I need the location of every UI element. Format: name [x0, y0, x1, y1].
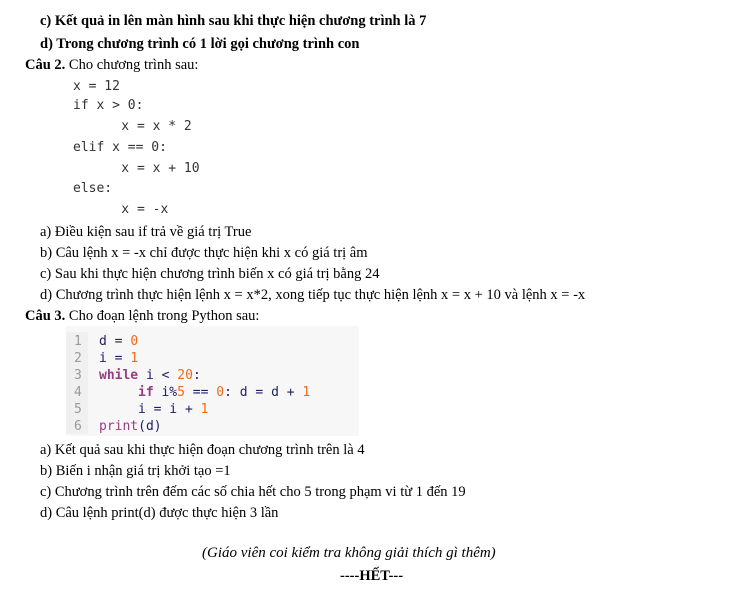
q2-option-d: d) Chương trình thực hiện lệnh x = x*2, xong tiếp tục thực hiện lệnh x = x + 10 và lệnh x = -x [40, 287, 586, 303]
q3-option-a: a) Kết quả sau khi thực hiện đoạn chương trình trên là 4 [40, 442, 365, 458]
line-number: 4 [74, 385, 82, 400]
q3-code-line-3: while i < 20: [99, 368, 201, 383]
q2-code-line-6: else: [73, 181, 113, 196]
q2-label: Câu 2. [25, 57, 66, 73]
q1-option-d: d) Trong chương trình có 1 lời gọi chương trình con [40, 36, 360, 52]
footer-note: (Giáo viên coi kiểm tra không giải thích gì thêm) [202, 545, 496, 561]
q2-heading [25, 56, 198, 74]
q2-code-line-2: if x > 0: [73, 98, 144, 113]
q2-title: Cho chương trình sau: [65, 57, 199, 73]
q3-code-block [66, 326, 359, 436]
q3-option-c: c) Chương trình trên đếm các số chia hết cho 5 trong phạm vi từ 1 đến 19 [40, 484, 466, 500]
line-number: 5 [74, 402, 82, 417]
q3-code-line-1: d = 0 [99, 334, 139, 349]
q2-code-line-7: x = -x [90, 202, 169, 217]
q2-code-line-1: x = 12 [73, 79, 120, 94]
line-number: 6 [74, 419, 82, 434]
q2-option-a: a) Điều kiện sau if trả về giá trị True [40, 224, 252, 240]
q2-option-c: c) Sau khi thực hiện chương trình biến x có giá trị bằng 24 [40, 266, 380, 282]
q3-option-d: d) Câu lệnh print(d) được thực hiện 3 lần [40, 505, 279, 521]
q3-code-line-2: i = 1 [99, 351, 139, 366]
end-marker: ----HẾT--- [340, 568, 404, 584]
q3-option-b: b) Biến i nhận giá trị khởi tạo =1 [40, 463, 231, 479]
q3-code-line-5: i = i + 1 [138, 402, 209, 417]
q3-title: Cho đoạn lệnh trong Python sau: [65, 308, 260, 324]
q3-code-line-6: print(d) [99, 419, 162, 434]
line-number: 3 [74, 368, 82, 383]
line-number: 1 [74, 334, 82, 349]
q1-option-c: c) Kết quả in lên màn hình sau khi thực hiện chương trình là 7 [40, 13, 427, 29]
q2-code-line-3: x = x * 2 [90, 119, 192, 134]
q2-code-line-5: x = x + 10 [90, 161, 200, 176]
line-number: 2 [74, 351, 82, 366]
q2-option-b: b) Câu lệnh x = -x chỉ được thực hiện khi x có giá trị âm [40, 245, 368, 261]
q3-code-line-4: if i%5 == 0: d = d + 1 [138, 385, 311, 400]
q2-code-line-4: elif x == 0: [73, 140, 167, 155]
q3-label: Câu 3. [25, 308, 66, 324]
q3-heading [25, 307, 259, 325]
